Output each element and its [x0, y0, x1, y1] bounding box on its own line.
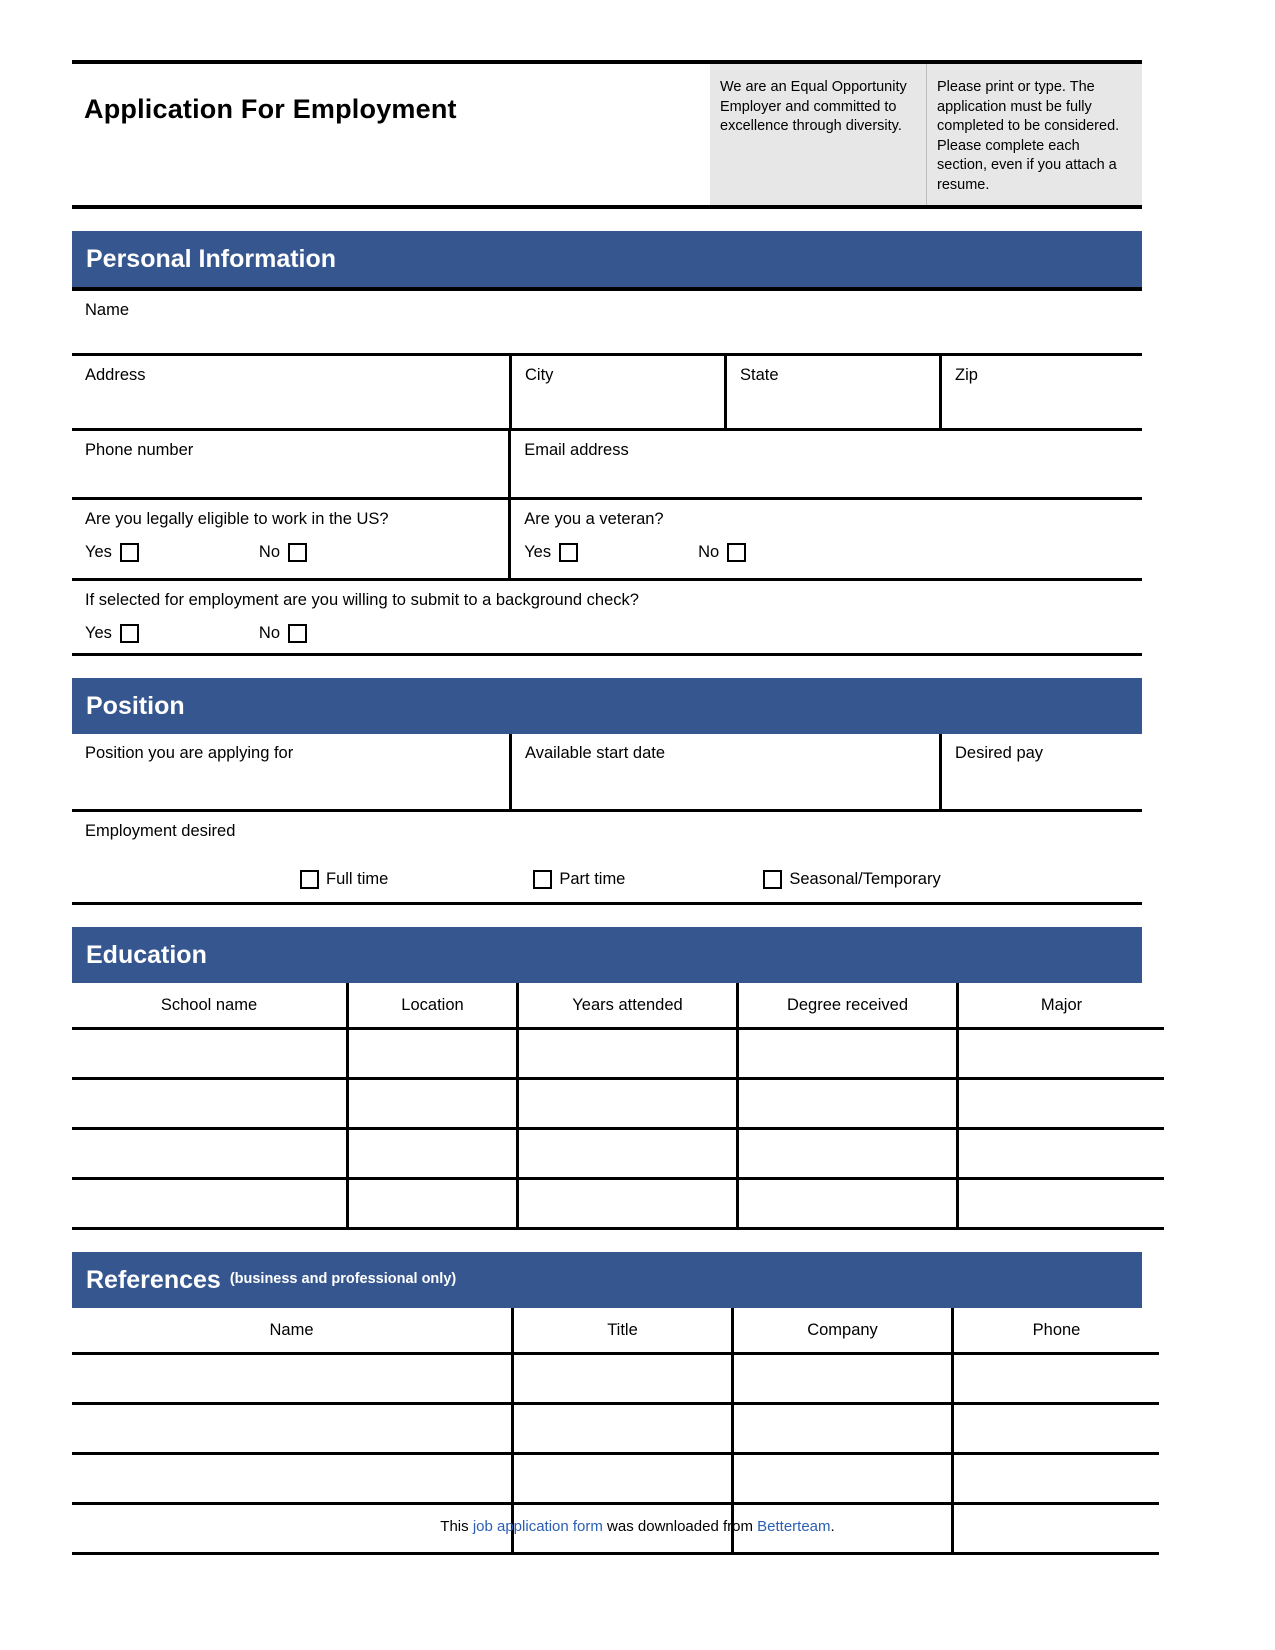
- education-col-school-name: School name: [72, 983, 348, 1029]
- field-phone-number[interactable]: [72, 431, 508, 497]
- label-available-start-date: Available start date: [525, 744, 666, 763]
- eligibility-options: [85, 543, 508, 562]
- footer-attribution: [0, 1518, 1275, 1535]
- field-city[interactable]: [509, 356, 724, 428]
- label-background-check: If selected for employment are you willing to submit to a background check?: [85, 591, 639, 610]
- education-table: [72, 983, 1164, 1230]
- label-employment-desired: Employment desired: [85, 822, 236, 841]
- section-title-education: Education: [86, 940, 207, 969]
- footer-text-before: This: [440, 1518, 473, 1535]
- eeo-note: We are an Equal Opportunity Employer and committed to excellence through diversity.: [710, 64, 926, 205]
- education-cell[interactable]: [738, 1029, 958, 1079]
- reference-cell[interactable]: [733, 1354, 953, 1404]
- row-address: [72, 356, 1142, 431]
- employment-type-options: [72, 856, 1142, 902]
- row-position-details: [72, 734, 1142, 812]
- veteran-yes-option[interactable]: [524, 543, 578, 562]
- field-available-start-date[interactable]: [509, 734, 939, 809]
- education-cell[interactable]: [958, 1129, 1165, 1179]
- eligibility-no-label: No: [258, 543, 281, 562]
- row-background-check: [72, 581, 1142, 656]
- label-zip: Zip: [955, 366, 978, 385]
- education-col-degree-received: Degree received: [738, 983, 958, 1029]
- row-contact: [72, 431, 1142, 500]
- footer-text-after: .: [830, 1518, 835, 1535]
- education-cell[interactable]: [348, 1029, 518, 1079]
- checkbox-icon[interactable]: [300, 870, 319, 889]
- row-eligibility: [72, 500, 1142, 581]
- veteran-no-option[interactable]: [698, 543, 746, 562]
- label-city: City: [525, 366, 554, 385]
- education-header-row: [72, 983, 1164, 1029]
- option-full-time[interactable]: [300, 870, 388, 889]
- footer-text-middle: was downloaded from: [602, 1518, 758, 1535]
- checkbox-icon[interactable]: [763, 870, 782, 889]
- eligibility-no-option[interactable]: [259, 543, 307, 562]
- education-cell[interactable]: [72, 1129, 348, 1179]
- checkbox-icon[interactable]: [727, 543, 746, 562]
- row-employment-options: [72, 856, 1142, 905]
- label-name: Name: [85, 301, 130, 320]
- checkbox-icon[interactable]: [559, 543, 578, 562]
- label-work-eligibility: Are you legally eligible to work in the US?: [85, 510, 389, 529]
- table-row: [72, 1404, 1159, 1454]
- section-title-position: Position: [86, 691, 185, 720]
- table-row: [72, 1454, 1159, 1504]
- references-header-row: [72, 1308, 1159, 1354]
- footer-link-betterteam[interactable]: Betterteam: [757, 1518, 831, 1535]
- references-col-phone: Phone: [953, 1308, 1160, 1354]
- document-header: [72, 64, 1142, 205]
- page-title: Application For Employment: [84, 94, 457, 124]
- checkbox-icon[interactable]: [288, 543, 307, 562]
- background-no-option[interactable]: [259, 624, 307, 643]
- education-cell[interactable]: [518, 1179, 738, 1229]
- form-sheet: [72, 60, 1142, 1555]
- section-title-references: References: [86, 1265, 221, 1294]
- field-email-address[interactable]: [508, 431, 1142, 497]
- education-cell[interactable]: [348, 1179, 518, 1229]
- section-note-references: (business and professional only): [229, 1271, 457, 1288]
- section-banner-references: [72, 1252, 1142, 1308]
- education-cell[interactable]: [518, 1079, 738, 1129]
- reference-cell[interactable]: [733, 1454, 953, 1504]
- table-row: [72, 1079, 1164, 1129]
- field-work-eligibility: [72, 500, 508, 578]
- option-seasonal-temporary-label: Seasonal/Temporary: [789, 869, 941, 888]
- reference-cell[interactable]: [513, 1354, 733, 1404]
- veteran-yes-label: Yes: [524, 543, 552, 562]
- field-background-check: [72, 581, 1142, 653]
- table-row: [72, 1354, 1159, 1404]
- option-seasonal-temporary[interactable]: [763, 870, 940, 889]
- education-col-location: Location: [348, 983, 518, 1029]
- section-banner-position: [72, 678, 1142, 734]
- reference-cell[interactable]: [513, 1454, 733, 1504]
- field-position-applying-for[interactable]: [72, 734, 509, 809]
- background-yes-option[interactable]: [85, 624, 139, 643]
- education-cell[interactable]: [72, 1029, 348, 1079]
- education-col-years-attended: Years attended: [518, 983, 738, 1029]
- field-desired-pay[interactable]: [939, 734, 1142, 809]
- option-full-time-label: Full time: [326, 869, 389, 888]
- education-cell[interactable]: [738, 1079, 958, 1129]
- eligibility-yes-label: Yes: [85, 543, 112, 562]
- reference-cell[interactable]: [953, 1354, 1160, 1404]
- references-col-name: Name: [72, 1308, 513, 1354]
- references-col-title: Title: [513, 1308, 733, 1354]
- education-cell[interactable]: [518, 1029, 738, 1079]
- section-title-personal-information: Personal Information: [86, 244, 337, 273]
- background-no-label: No: [258, 624, 281, 643]
- checkbox-icon[interactable]: [288, 624, 307, 643]
- reference-cell[interactable]: [513, 1404, 733, 1454]
- background-yes-label: Yes: [85, 624, 112, 643]
- references-col-company: Company: [733, 1308, 953, 1354]
- education-cell[interactable]: [958, 1029, 1165, 1079]
- education-col-major: Major: [958, 983, 1165, 1029]
- checkbox-icon[interactable]: [533, 870, 552, 889]
- reference-cell[interactable]: [953, 1454, 1160, 1504]
- option-part-time[interactable]: [533, 870, 625, 889]
- education-cell[interactable]: [958, 1179, 1165, 1229]
- education-cell[interactable]: [958, 1079, 1165, 1129]
- table-row: [72, 1129, 1164, 1179]
- field-state[interactable]: [724, 356, 939, 428]
- table-row: [72, 1179, 1164, 1229]
- footer-link-job-application-form[interactable]: job application form: [472, 1518, 603, 1535]
- field-name[interactable]: [72, 291, 1142, 353]
- checkbox-icon[interactable]: [120, 543, 139, 562]
- label-address: Address: [85, 366, 146, 385]
- education-cell[interactable]: [72, 1079, 348, 1129]
- reference-cell[interactable]: [733, 1404, 953, 1454]
- reference-cell[interactable]: [72, 1404, 513, 1454]
- reference-cell[interactable]: [72, 1454, 513, 1504]
- education-cell[interactable]: [348, 1079, 518, 1129]
- table-row: [72, 1029, 1164, 1079]
- education-cell[interactable]: [72, 1179, 348, 1229]
- field-zip[interactable]: [939, 356, 1142, 428]
- veteran-no-label: No: [698, 543, 720, 562]
- reference-cell[interactable]: [72, 1354, 513, 1404]
- checkbox-icon[interactable]: [120, 624, 139, 643]
- background-check-options: [85, 624, 1142, 643]
- education-cell[interactable]: [738, 1179, 958, 1229]
- field-veteran-status: [508, 500, 1142, 578]
- label-veteran-status: Are you a veteran?: [524, 510, 664, 529]
- instructions-note: Please print or type. The application must be fully completed to be considered. Please complete each section, even if you attach a resume.: [926, 64, 1142, 205]
- label-state: State: [740, 366, 779, 385]
- reference-cell[interactable]: [953, 1404, 1160, 1454]
- label-position-applying-for: Position you are applying for: [85, 744, 294, 763]
- header-bottom-rule: [72, 205, 1142, 209]
- label-email-address: Email address: [524, 441, 629, 460]
- row-employment-desired-label: [72, 812, 1142, 856]
- option-part-time-label: Part time: [559, 869, 626, 888]
- field-address[interactable]: [72, 356, 509, 428]
- title-cell: [72, 64, 710, 205]
- label-desired-pay: Desired pay: [955, 744, 1044, 763]
- eligibility-yes-option[interactable]: [85, 543, 139, 562]
- row-name: [72, 291, 1142, 356]
- education-cell[interactable]: [518, 1129, 738, 1179]
- education-cell[interactable]: [348, 1129, 518, 1179]
- field-employment-desired: [72, 812, 1142, 856]
- label-phone-number: Phone number: [85, 441, 194, 460]
- education-cell[interactable]: [738, 1129, 958, 1179]
- section-banner-personal-information: [72, 231, 1142, 287]
- veteran-options: [524, 543, 1142, 562]
- section-banner-education: [72, 927, 1142, 983]
